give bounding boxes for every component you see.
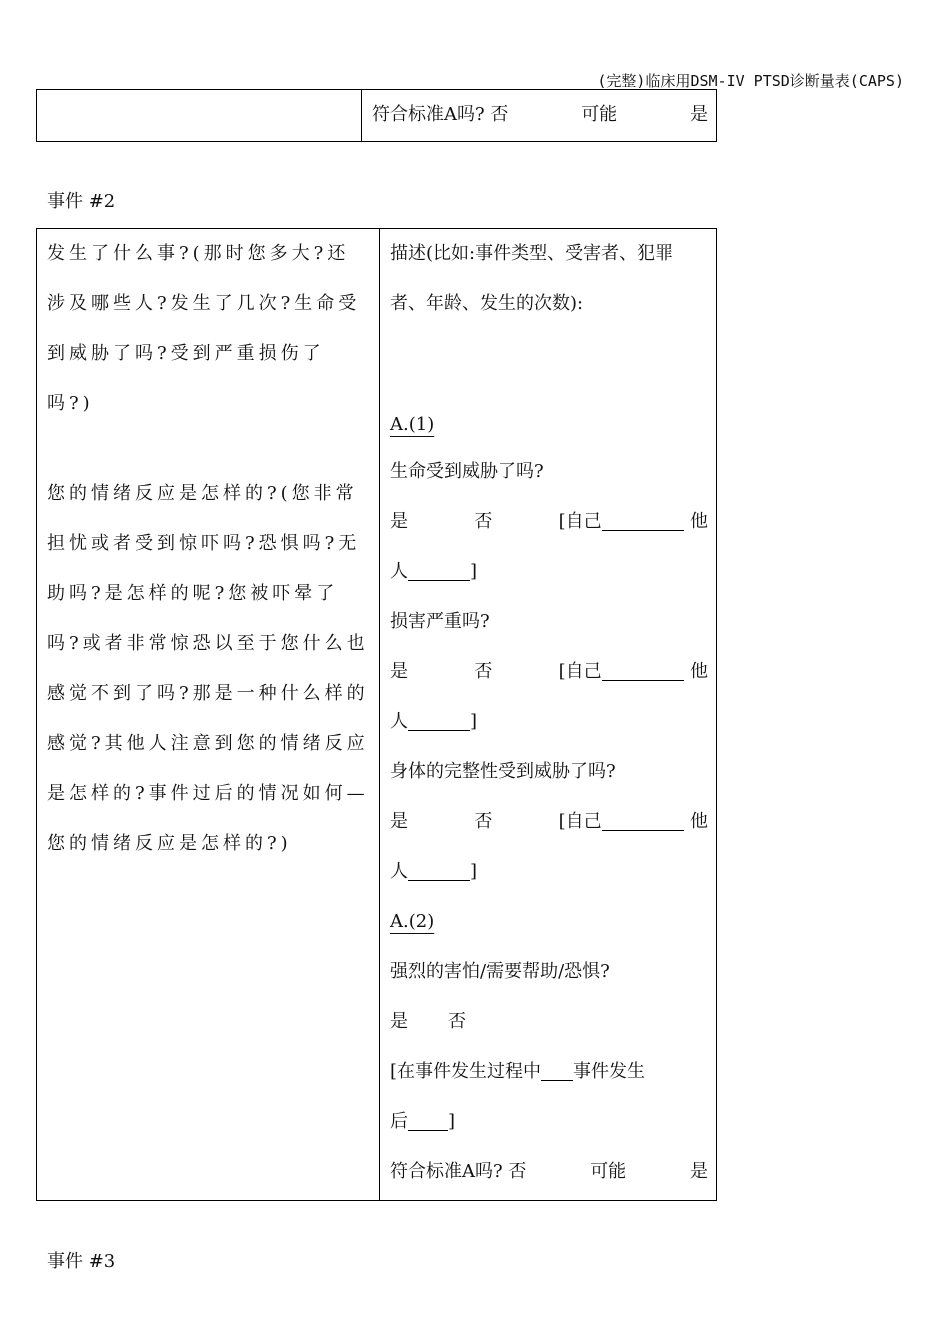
self-label: [自己 (558, 811, 602, 832)
event2-question-what-happened: 发生了什么事?(那时您多大?还涉及哪些人?发生了几次?生命受到威胁了吗?受到严重损伤了吗?) (47, 243, 361, 414)
event2-criterion-no: 否 (508, 1161, 527, 1182)
injury-other: 他 (689, 661, 708, 682)
person-blank[interactable] (408, 862, 470, 881)
criterion-table-top (36, 89, 717, 142)
event2-questions-cell (37, 229, 380, 1201)
fear-no: 否 (448, 1011, 466, 1032)
self-label: [自己 (558, 511, 602, 532)
event3-title: 事件 #3 (47, 1251, 116, 1272)
body-self (559, 797, 684, 847)
page-header: (完整)临床用DSM-IV PTSD诊断量表(CAPS) (597, 72, 904, 90)
during-label: [在事件发生过程中 (390, 1061, 542, 1082)
criterion-cell (362, 90, 717, 142)
injury-answer-row (390, 647, 708, 697)
event2-criterion-yes: 是 (689, 1161, 708, 1182)
self-blank[interactable] (602, 512, 684, 531)
close-bracket: ] (470, 861, 478, 882)
person-label: 人 (390, 561, 408, 582)
after-blank[interactable] (408, 1112, 448, 1131)
life-yes: 是 (390, 511, 408, 532)
q-life-threat: 生命受到威胁了吗? (390, 461, 544, 482)
life-answer-row (390, 497, 708, 547)
q-body-integrity: 身体的完整性受到威胁了吗? (390, 761, 616, 782)
event2-table (36, 228, 717, 1201)
after-row (390, 1097, 708, 1147)
event2-question-emotion: 您的情绪反应是怎样的?(您非常担忧或者受到惊吓吗?恐惧吗?无助吗?是怎样的呢?您被吓晕了吗?或者非常惊恐以至于您什么也感觉不到了吗?那是一种什么样的感觉?其他人注意到您的情绪反应是怎样的?事件过后的情况如何—您的情绪反应是怎样的?) (47, 483, 369, 854)
person-label: 人 (390, 711, 408, 732)
person-label: 人 (390, 861, 408, 882)
criterion-row (372, 90, 708, 140)
self-blank[interactable] (602, 662, 684, 681)
injury-yes: 是 (390, 661, 408, 682)
a2-label: A.(2) (390, 911, 435, 932)
body-other: 他 (689, 811, 708, 832)
life-other: 他 (689, 511, 708, 532)
event2-describe: 描述(比如:事件类型、受害者、犯罪者、年龄、发生的次数): (390, 243, 674, 314)
during-blank[interactable] (541, 1062, 573, 1081)
during-row (390, 1047, 708, 1097)
close-bracket: ] (448, 1111, 456, 1132)
close-bracket: ] (470, 711, 478, 732)
a1-label: A.(1) (390, 414, 435, 435)
injury-self (559, 647, 684, 697)
after-label: 事件发生 (573, 1061, 646, 1082)
event2-answers-cell (380, 229, 717, 1201)
fear-yes: 是 (390, 1011, 408, 1032)
criterion-yes: 是 (689, 104, 708, 125)
event2-criterion-maybe: 可能 (590, 1161, 627, 1182)
criterion-question: 符合标准A吗? (372, 104, 485, 125)
event2-criterion-row (390, 1147, 708, 1197)
event2-criterion-question: 符合标准A吗? (390, 1161, 503, 1182)
person-blank[interactable] (408, 562, 470, 581)
life-no: 否 (474, 511, 493, 532)
q-injury: 损害严重吗? (390, 611, 490, 632)
after-suffix: 后 (390, 1111, 408, 1132)
event2-title: 事件 #2 (47, 191, 116, 212)
fear-answer-row (390, 997, 708, 1047)
empty-cell (37, 90, 362, 142)
body-yes: 是 (390, 811, 408, 832)
body-answer-row (390, 797, 708, 847)
life-self (559, 497, 684, 547)
life-person-row (390, 547, 708, 597)
spacer (47, 429, 371, 469)
injury-person-row (390, 697, 708, 747)
self-blank[interactable] (602, 812, 684, 831)
injury-no: 否 (474, 661, 493, 682)
self-label: [自己 (558, 661, 602, 682)
criterion-no: 否 (490, 104, 509, 125)
spacer (390, 329, 708, 403)
body-person-row (390, 847, 708, 897)
criterion-maybe: 可能 (581, 104, 618, 125)
person-blank[interactable] (408, 712, 470, 731)
q-fear: 强烈的害怕/需要帮助/恐惧? (390, 961, 610, 982)
body-no: 否 (474, 811, 493, 832)
close-bracket: ] (470, 561, 478, 582)
